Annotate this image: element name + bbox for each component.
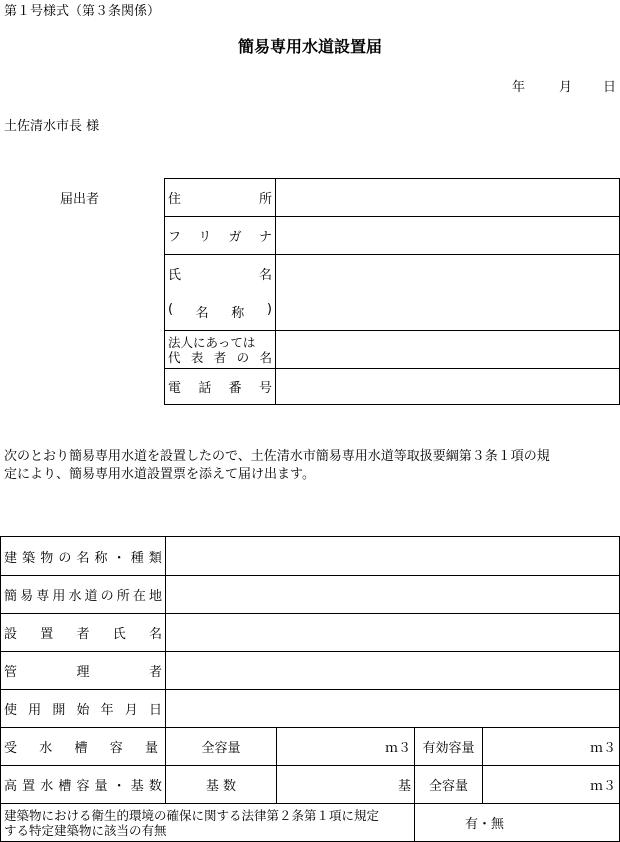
location-label xyxy=(1,576,166,614)
effective-capacity-field[interactable] xyxy=(483,728,620,766)
label-char: 受 xyxy=(4,741,18,756)
label-char: 号 xyxy=(258,381,272,396)
start-date-field[interactable] xyxy=(166,690,620,728)
label-char: 名 xyxy=(259,349,272,365)
label-char: 簡 xyxy=(4,589,18,604)
label-char: 年 xyxy=(100,703,114,718)
label-char: 地 xyxy=(148,589,162,604)
effective-capacity-label: 有効容量 xyxy=(415,728,483,766)
label-char: リ xyxy=(198,230,212,245)
receiving-tank-label xyxy=(1,728,166,766)
building-label xyxy=(1,537,166,576)
label-char: 水 xyxy=(39,741,53,756)
form-number: 第１号様式（第３条関係） xyxy=(4,4,161,19)
label-char: フ xyxy=(168,230,182,245)
label-char: 始 xyxy=(76,703,90,718)
label-char: 在 xyxy=(132,589,146,604)
applicant-label: 届出者 xyxy=(60,192,100,207)
label-char: ( xyxy=(168,301,174,317)
applicant-table xyxy=(164,178,620,405)
manager-label xyxy=(1,652,166,690)
address-field[interactable] xyxy=(276,179,620,217)
label-char: 水 xyxy=(68,589,82,604)
name-label xyxy=(165,255,276,293)
label-char: 電 xyxy=(168,381,182,396)
label-char: 所 xyxy=(116,589,130,604)
label-char: の xyxy=(100,589,114,604)
label-char: ・ xyxy=(112,550,126,566)
start-date-label xyxy=(1,690,166,728)
building-field[interactable] xyxy=(166,537,620,576)
label-char: 易 xyxy=(20,589,34,604)
label-char: 使 xyxy=(4,703,18,718)
label-char: 番 xyxy=(228,381,242,396)
label-char: 月 xyxy=(124,703,138,718)
label-char: 名 xyxy=(76,550,90,566)
label-char: 用 xyxy=(28,703,42,718)
label-char: 容 xyxy=(109,741,123,756)
label-char: 量 xyxy=(94,779,108,794)
label-char: 置 xyxy=(40,627,54,642)
label-char: 基 xyxy=(130,779,144,794)
label-char: 理 xyxy=(76,665,90,680)
label-char: 容 xyxy=(76,779,90,794)
label-char: 開 xyxy=(52,703,66,718)
elevated-tank-label xyxy=(1,766,166,804)
count-field[interactable] xyxy=(277,766,415,804)
entity-name-label xyxy=(165,293,276,331)
representative-line1: 法人にあっては xyxy=(168,334,256,350)
phone-label xyxy=(165,369,276,405)
label-char: ガ xyxy=(228,230,242,245)
addressee: 土佐清水市長 様 xyxy=(4,119,100,134)
specified-building-line2: する特定建築物に該当の有無 xyxy=(4,822,167,838)
manager-field[interactable] xyxy=(166,652,620,690)
label-char: 槽 xyxy=(74,741,88,756)
date-year: 年 xyxy=(512,80,526,95)
total-capacity2-field[interactable] xyxy=(483,766,620,804)
label-char: 水 xyxy=(40,779,54,794)
label-char: 管 xyxy=(4,665,18,680)
installer-field[interactable] xyxy=(166,614,620,652)
label-char: 者 xyxy=(213,349,227,365)
label-char: 専 xyxy=(36,589,50,604)
label-char: 種 xyxy=(130,550,144,566)
label-char: 話 xyxy=(198,381,212,396)
unit-m3: ｍ３ xyxy=(589,779,616,794)
total-capacity-field[interactable] xyxy=(277,728,415,766)
label-char: 量 xyxy=(144,741,158,756)
details-table xyxy=(0,536,620,842)
date-day: 日 xyxy=(603,80,617,95)
label-char: 名 xyxy=(258,268,272,284)
label-char: ) xyxy=(266,301,272,317)
label-char: 名 xyxy=(148,627,162,642)
statement-line1: 次のとおり簡易専用水道を設置したので、土佐清水市簡易専用水道等取扱要綱第３条１項の規 xyxy=(4,449,550,464)
label-char: 置 xyxy=(22,779,36,794)
label-char: 高 xyxy=(4,779,18,794)
furigana-label xyxy=(165,217,276,255)
label-char: 表 xyxy=(190,349,204,365)
label-char: 日 xyxy=(148,703,162,718)
label-char: 氏 xyxy=(112,627,126,642)
unit-m3: ｍ３ xyxy=(384,741,411,756)
label-char: 住 xyxy=(168,192,182,207)
representative-field[interactable] xyxy=(276,331,620,369)
label-char: ナ xyxy=(258,230,272,245)
unit-m3: ｍ３ xyxy=(589,741,616,756)
label-char: 者 xyxy=(148,665,162,680)
label-char: 槽 xyxy=(58,779,72,794)
label-char: 類 xyxy=(148,550,162,566)
total-capacity-label: 全容量 xyxy=(166,728,277,766)
label-char: の xyxy=(236,349,250,365)
phone-field[interactable] xyxy=(276,369,620,405)
label-char: 者 xyxy=(76,627,90,642)
label-char: の xyxy=(58,550,72,566)
unit-ki: 基 xyxy=(397,779,411,794)
label-char: 氏 xyxy=(168,268,182,284)
specified-building-label xyxy=(1,804,415,842)
label-char: 名 xyxy=(195,305,209,321)
form-title: 簡易専用水道設置届 xyxy=(237,37,382,56)
label-char: 築 xyxy=(22,550,36,566)
date-month: 月 xyxy=(559,80,573,95)
furigana-field[interactable] xyxy=(276,217,620,255)
label-char: 建 xyxy=(4,550,18,566)
label-char: 称 xyxy=(231,305,245,321)
statement-line2: 定により、簡易専用水道設置票を添えて届け出ます。 xyxy=(4,467,315,482)
label-char: 数 xyxy=(148,779,162,794)
label-char: 設 xyxy=(4,627,18,642)
label-char: 称 xyxy=(94,550,108,566)
name-field[interactable] xyxy=(276,255,620,331)
label-char: 用 xyxy=(52,589,66,604)
count-label: 基 数 xyxy=(166,766,277,804)
label-char: 物 xyxy=(40,550,54,566)
specified-building-line1: 建築物における衛生的環境の確保に関する法律第２条第１項に規定 xyxy=(4,807,380,823)
label-char: ・ xyxy=(112,779,126,794)
label-char: 道 xyxy=(84,589,98,604)
address-label xyxy=(165,179,276,217)
representative-label xyxy=(165,331,276,369)
label-char: 所 xyxy=(258,192,272,207)
yes-no: 有・無 xyxy=(465,817,505,832)
yes-no-cell[interactable] xyxy=(415,804,620,842)
location-field[interactable] xyxy=(166,576,620,614)
label-char: 代 xyxy=(168,349,181,365)
installer-label xyxy=(1,614,166,652)
total-capacity2-label: 全容量 xyxy=(415,766,483,804)
